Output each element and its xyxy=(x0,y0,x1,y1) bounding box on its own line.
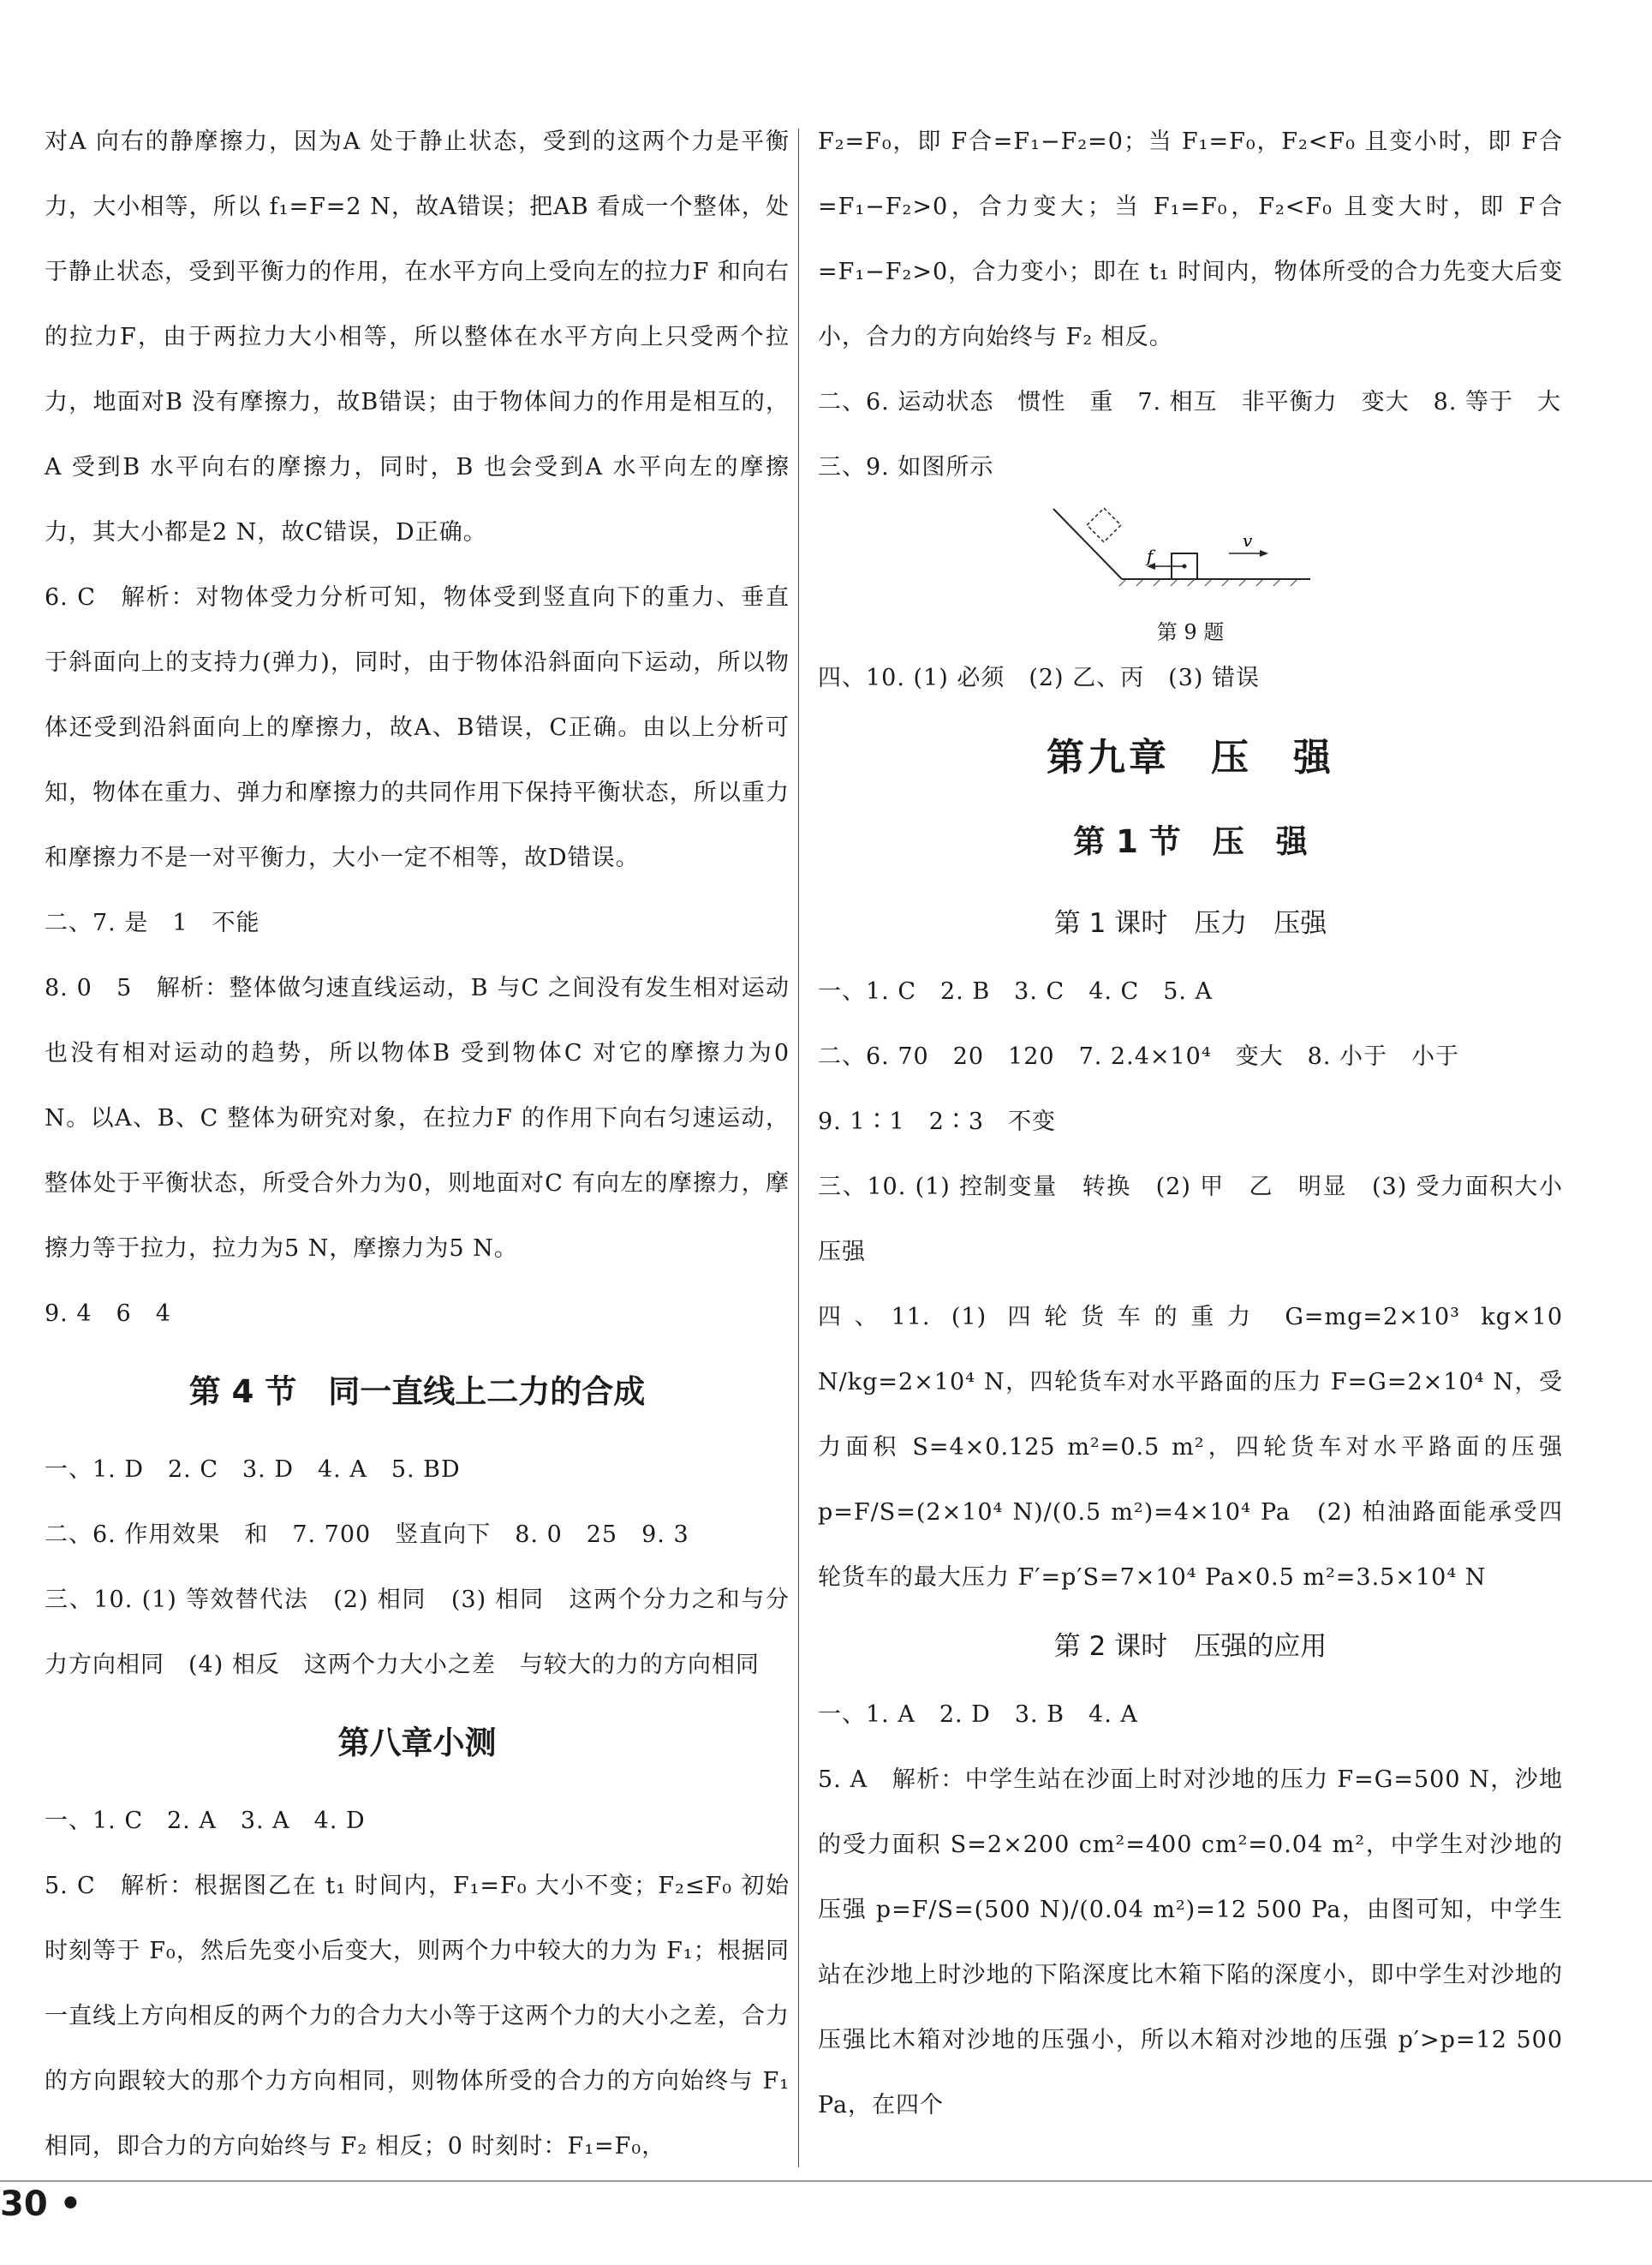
test-title: 第八章小测 xyxy=(337,1724,497,1761)
footer-rule xyxy=(0,2180,1652,2182)
answer-5: 5. A 解析：中学生站在沙面上时对沙地的压力 F=G=500 N，沙地的受力面积 S=2×200 cm²=400 cm²=0.04 m²，中学生对沙地的压强 p=F/S=(500 N)/(0.04 m²)=12 500 Pa，由图可知，中学生站在沙地上时沙地的下陷深度比木箱下陷的深度小，即中学生对沙地的压强比木箱对沙地的压强小，所以木箱对沙地的压强 p′>p=12 500 Pa，在四个 xyxy=(818,1766,1563,2119)
figure-caption: 第 9 题 xyxy=(1156,620,1225,644)
answer-list: 三、10. (1) 控制变量 转换 (2) 甲 乙 明显 (3) 受力面积大小 压强 xyxy=(818,1174,1587,1265)
column-divider xyxy=(798,128,799,2167)
answer-11: 四、11. (1) 四轮货车的重力 G=mg=2×10³ kg×10 N/kg=2×10⁴ N，四轮货车对水平路面的压力 F=G=2×10⁴ N，受力面积 S=4×0.125 m²=0.5 m²，四轮货车对水平路面的压强 p=F/S=(2×10⁴ N)/(0.5 m²)=4×10⁴ Pa (2) 柏油路面能承受四轮货车的最大压力 F′=p′S=7×10⁴ Pa×0.5 m²=3.5×10⁴ N xyxy=(818,1304,1563,1591)
paragraph: 对A 向右的静摩擦力，因为A 处于静止状态，受到的这两个力是平衡力，大小相等，所以 f₁=F=2 N，故A错误；把AB 看成一个整体，处于静止状态，受到平衡力的作用，在水平方向上受向左的拉力F 和向右的拉力F，由于两拉力大小相等，所以整体在水平方向上只受两个拉力，地面对B 没有摩擦力，故B错误；由于物体间力的作用是相互的，A 受到B 水平向右的摩擦力，同时，B 也会受到A 水平向左的摩擦力，其大小都是2 N，故C错误，D正确。 xyxy=(45,128,790,546)
left-column xyxy=(45,110,790,2179)
answer-7: 二、7. 是 1 不能 xyxy=(45,910,260,936)
answer-10: 四、10. (1) 必须 (2) 乙、丙 (3) 错误 xyxy=(818,665,1261,691)
figure-9 xyxy=(818,500,1563,646)
label-f: f xyxy=(1147,546,1154,566)
answer-list: 二、6. 70 20 120 7. 2.4×10⁴ 变大 8. 小于 小于 xyxy=(818,1043,1460,1070)
section-title: 第 4 节 同一直线上二力的合成 xyxy=(188,1373,646,1410)
answer-9: 三、9. 如图所示 xyxy=(818,454,994,481)
label-v: v xyxy=(1243,530,1253,551)
lesson-title: 第 1 课时 压力 压强 xyxy=(1053,908,1327,939)
paragraph: F₂=F₀，即 F合=F₁−F₂=0；当 F₁=F₀，F₂<F₀ 且变小时，即 F合=F₁−F₂>0，合力变大；当 F₁=F₀，F₂<F₀ 且变大时，即 F合=F₁−F₂>0，合力变小；即在 t₁ 时间内，物体所受的合力先变大后变小，合力的方向始终与 F₂ 相反。 xyxy=(818,128,1563,350)
answer-list: 一、1. A 2. D 3. B 4. A xyxy=(818,1701,1138,1728)
incline-diagram xyxy=(1041,500,1323,612)
answer-8: 8. 0 5 解析：整体做匀速直线运动，B 与C 之间没有发生相对运动也没有相对运动的趋势，所以物体B 受到物体C 对它的摩擦力为0 N。以A、B、C 整体为研究对象，在拉力F 的作用下向右匀速运动，整体处于平衡状态，所受合外力为0，则地面对C 有向左的摩擦力，摩擦力等于拉力，拉力为5 N，摩擦力为5 N。 xyxy=(45,975,790,1262)
answer-list: 三、10. (1) 等效替代法 (2) 相同 (3) 相同 这两个分力之和与分力方向相同 (4) 相反 这两个力大小之差 与较大的力的方向相同 xyxy=(45,1587,790,1678)
lesson-title: 第 2 课时 压强的应用 xyxy=(1053,1631,1327,1662)
right-column xyxy=(818,110,1587,2138)
answer-9: 9. 4 6 4 xyxy=(45,1300,171,1327)
answer-list: 一、1. D 2. C 3. D 4. A 5. BD xyxy=(45,1456,461,1483)
chapter-title: 第九章 压 强 xyxy=(1047,736,1334,780)
answer-5: 5. C 解析：根据图乙在 t₁ 时间内，F₁=F₀ 大小不变；F₂≤F₀ 初始时刻等于 F₀，然后先变小后变大，则两个力中较大的力为 F₁；根据同一直线上方向相反的两个力的合力大小等于这两个力的大小之差，合力的方向跟较大的那个力方向相同，则物体所受的合力的方向始终与 F₁ 相同，即合力的方向始终与 F₂ 相反；0 时刻时：F₁=F₀， xyxy=(45,1873,790,2160)
section-title: 第 1 节 压 强 xyxy=(1073,823,1308,860)
page-number: 30 • xyxy=(0,2184,82,2224)
answer-list: 二、6. 运动状态 惯性 重 7. 相互 非平衡力 变大 8. 等于 大 xyxy=(818,389,1562,415)
answer-list: 一、1. C 2. A 3. A 4. D xyxy=(45,1808,366,1834)
answer-list: 9. 1∶1 2∶3 不变 xyxy=(818,1109,1057,1135)
answer-list: 一、1. C 2. B 3. C 4. C 5. A xyxy=(818,978,1214,1005)
answer-list: 二、6. 作用效果 和 7. 700 竖直向下 8. 0 25 9. 3 xyxy=(45,1521,689,1548)
answer-6: 6. C 解析：对物体受力分析可知，物体受到竖直向下的重力、垂直于斜面向上的支持力(弹力)，同时，由于物体沿斜面向下运动，所以物体还受到沿斜面向上的摩擦力，故A、B错误，C正确。由以上分析可知，物体在重力、弹力和摩擦力的共同作用下保持平衡状态，所以重力和摩擦力不是一对平衡力，大小一定不相等，故D错误。 xyxy=(45,584,790,871)
